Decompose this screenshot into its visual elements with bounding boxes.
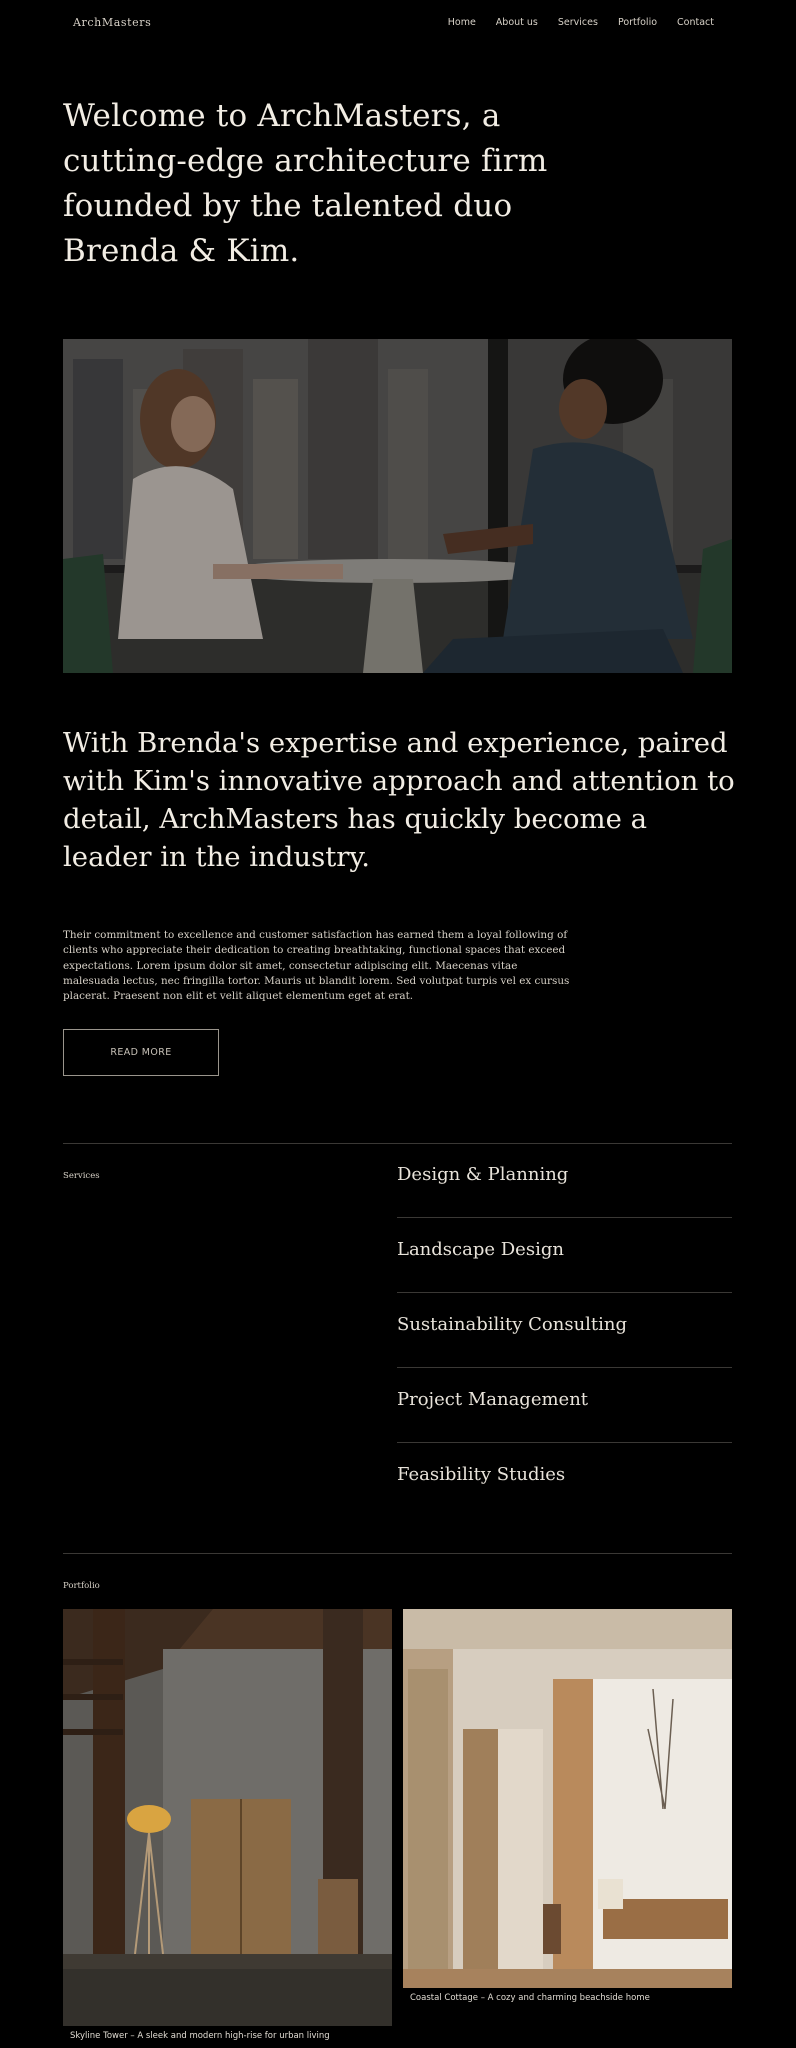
- portfolio-card-coastal-cottage[interactable]: [403, 1609, 732, 2010]
- service-item[interactable]: Design & Planning: [397, 1143, 732, 1218]
- founders-photo: [63, 339, 732, 673]
- hero-title: Welcome to ArchMasters, a cutting-edge architecture firm founded by the talented duo Brenda & Kim.: [63, 98, 548, 269]
- founders-illustration: [63, 339, 732, 673]
- nav-link-contact[interactable]: Contact: [677, 17, 714, 28]
- nav-link-about[interactable]: About us: [495, 17, 538, 28]
- service-item[interactable]: Landscape Design: [397, 1218, 732, 1293]
- project-caption: Skyline Tower – A sleek and modern high-rise for urban living: [63, 2026, 392, 2048]
- nav-link-portfolio[interactable]: Portfolio: [617, 17, 658, 28]
- brand-logo[interactable]: ArchMasters: [73, 16, 152, 29]
- nav-link-services[interactable]: Services: [557, 17, 598, 28]
- top-nav: [0, 0, 796, 46]
- intro-body: Their commitment to excellence and customer satisfaction has earned them a loyal following of clients who appreciate their dedication to creating breathtaking, functional spaces that exceed expectations. Lorem ipsum dolor sit amet, consectetur adipiscing elit. Maecenas vitae malesuada lectus, nec fringilla tortor. Mauris ut blandit lorem. Sed volutpat turpis vel ex cursus placerat. Praesent non elit et velit aliquet elementum eget at erat.: [63, 929, 570, 1003]
- nav-link-home[interactable]: Home: [447, 17, 476, 28]
- nav-links: [448, 17, 714, 28]
- portfolio-label: Portfolio: [63, 1581, 100, 1591]
- services-label: Services: [63, 1171, 100, 1181]
- read-more-button[interactable]: READ MORE: [63, 1029, 219, 1076]
- service-item[interactable]: Sustainability Consulting: [397, 1293, 732, 1368]
- skyline-tower-image: [63, 1609, 392, 2048]
- service-item[interactable]: Feasibility Studies: [397, 1464, 566, 1485]
- service-item[interactable]: Project Management: [397, 1368, 732, 1443]
- portfolio-card-skyline-tower[interactable]: [63, 1609, 392, 2048]
- project-caption: Coastal Cottage – A cozy and charming beachside home: [403, 1988, 732, 2010]
- services-list: [397, 1143, 732, 1518]
- portfolio-top-divider: [63, 1553, 732, 1554]
- coastal-cottage-image: [403, 1609, 732, 2010]
- intro-lead: With Brenda's expertise and experience, paired with Kim's innovative approach and attention to detail, ArchMasters has quickly become a leader in the industry.: [63, 727, 735, 873]
